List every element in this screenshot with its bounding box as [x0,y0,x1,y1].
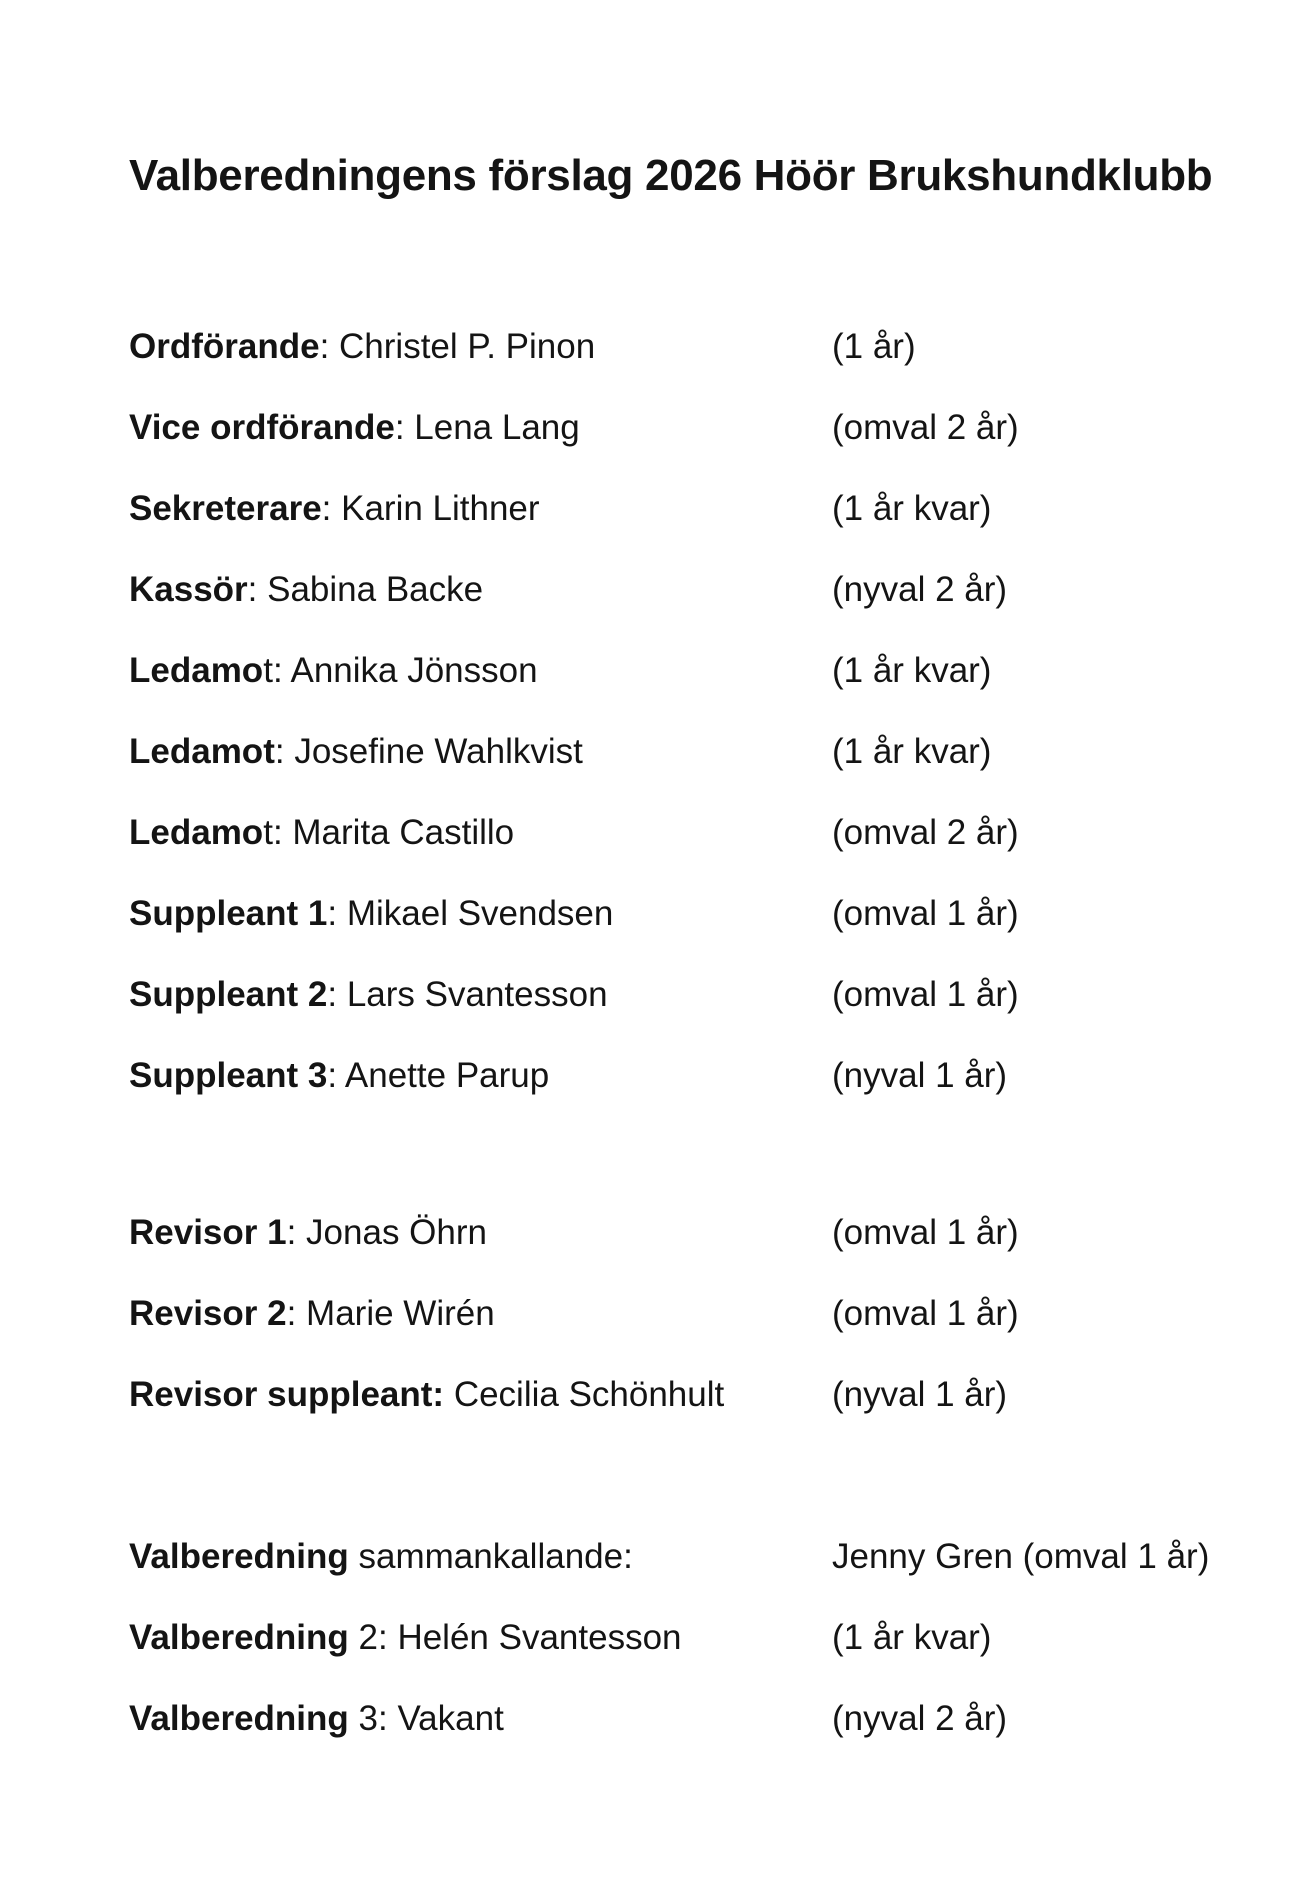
role-label: Valberedning [129,1618,349,1657]
role-entry [129,729,583,775]
separator: : [377,1699,398,1738]
role-label-rest: t [263,813,273,852]
term-text: (omval 2 år) [832,813,1019,852]
person-name: Jonas Öhrn [306,1213,487,1252]
term-text: (1 år kvar) [832,489,992,528]
separator: : [321,489,342,528]
person-name: Cecilia Schönhult [453,1375,725,1414]
role-label-rest: sammankallande: [348,1537,633,1576]
person-name: Vakant [397,1699,504,1738]
role-entry [129,891,613,937]
role-label: Ordförande [129,327,320,366]
person-name: Helén Svantesson [397,1618,682,1657]
role-label: Sekreterare [129,489,322,528]
board-row [129,405,1249,486]
person-name: Marie Wirén [306,1294,495,1333]
role-entry [129,405,580,451]
separator: : [272,651,291,690]
term-text: (nyval 2 år) [832,570,1008,609]
role-entry [129,1053,549,1099]
role-label: Kassör [129,570,248,609]
role-entry [129,567,483,613]
term-text: (nyval 1 år) [832,1375,1008,1414]
term-text: (nyval 2 år) [832,1699,1008,1738]
person-name: Annika Jönsson [290,651,538,690]
term-text: (omval 1 år) [832,894,1019,933]
term-text: (omval 1 år) [832,975,1019,1014]
person-name: Mikael Svendsen [346,894,614,933]
role-entry [129,972,608,1018]
separator: : [377,1618,398,1657]
person-name: Lena Lang [414,408,580,447]
nominating-row [129,1534,1249,1615]
separator: : [327,975,347,1014]
term-text: (1 år kvar) [832,1618,992,1657]
role-entry [129,1615,682,1661]
role-label: Ledamo [129,813,264,852]
document-title: Valberedningens förslag 2026 Höör Brukshundklubb [129,151,1213,200]
role-entry [129,1372,724,1418]
role-entry [129,810,514,856]
board-row [129,324,1249,405]
person-name: Karin Lithner [341,489,540,528]
person-name: Anette Parup [344,1056,550,1095]
separator: : [327,1056,345,1095]
role-label: Valberedning [129,1537,349,1576]
auditor-row [129,1291,1249,1372]
role-label-rest: 3 [348,1699,378,1738]
role-entry [129,1534,633,1580]
role-entry [129,1210,487,1256]
board-row [129,486,1249,567]
term-text: (omval 2 år) [832,408,1019,447]
term-text: (1 år) [832,327,916,366]
nominating-row [129,1696,1249,1777]
board-row [129,810,1249,891]
separator: : [274,732,295,771]
person-name: Sabina Backe [267,570,484,609]
separator: : [319,327,340,366]
person-name: Lars Svantesson [346,975,608,1014]
separator: : [247,570,268,609]
term-text: (omval 1 år) [832,1294,1019,1333]
role-label: Revisor 2 [129,1294,287,1333]
role-label: Revisor 1 [129,1213,287,1252]
person-name: Josefine Wahlkvist [294,732,583,771]
board-row [129,1053,1249,1134]
nominating-row [129,1615,1249,1696]
role-entry [129,324,595,370]
board-section [129,324,1249,1134]
role-label: Suppleant 3 [129,1056,328,1095]
term-text: (nyval 1 år) [832,1056,1008,1095]
role-entry [129,648,538,694]
term-text: (1 år kvar) [832,732,992,771]
separator: : [327,894,347,933]
term-text: (omval 1 år) [832,1213,1019,1252]
separator: : [272,813,293,852]
board-row [129,729,1249,810]
separator: : [286,1213,307,1252]
role-label: Suppleant 1 [129,894,328,933]
nominating-section [129,1534,1249,1777]
separator [444,1375,454,1414]
term-text: Jenny Gren (omval 1 år) [832,1537,1210,1576]
board-row [129,972,1249,1053]
role-label: Vice ordförande [129,408,395,447]
auditor-row [129,1372,1249,1453]
board-row [129,648,1249,729]
role-label-rest: 2 [348,1618,378,1657]
separator: : [286,1294,307,1333]
person-name: Marita Castillo [292,813,515,852]
auditor-row [129,1210,1249,1291]
auditors-section [129,1210,1249,1453]
role-label: Revisor suppleant: [129,1375,445,1414]
role-entry [129,1696,504,1742]
role-entry [129,1291,495,1337]
separator: : [394,408,415,447]
role-label: Ledamot [129,732,275,771]
board-row [129,891,1249,972]
board-row [129,567,1249,648]
role-label: Ledamo [129,651,264,690]
term-text: (1 år kvar) [832,651,992,690]
role-entry [129,486,540,532]
role-label: Suppleant 2 [129,975,328,1014]
person-name: Christel P. Pinon [339,327,596,366]
role-label: Valberedning [129,1699,349,1738]
role-label-rest: t [263,651,273,690]
